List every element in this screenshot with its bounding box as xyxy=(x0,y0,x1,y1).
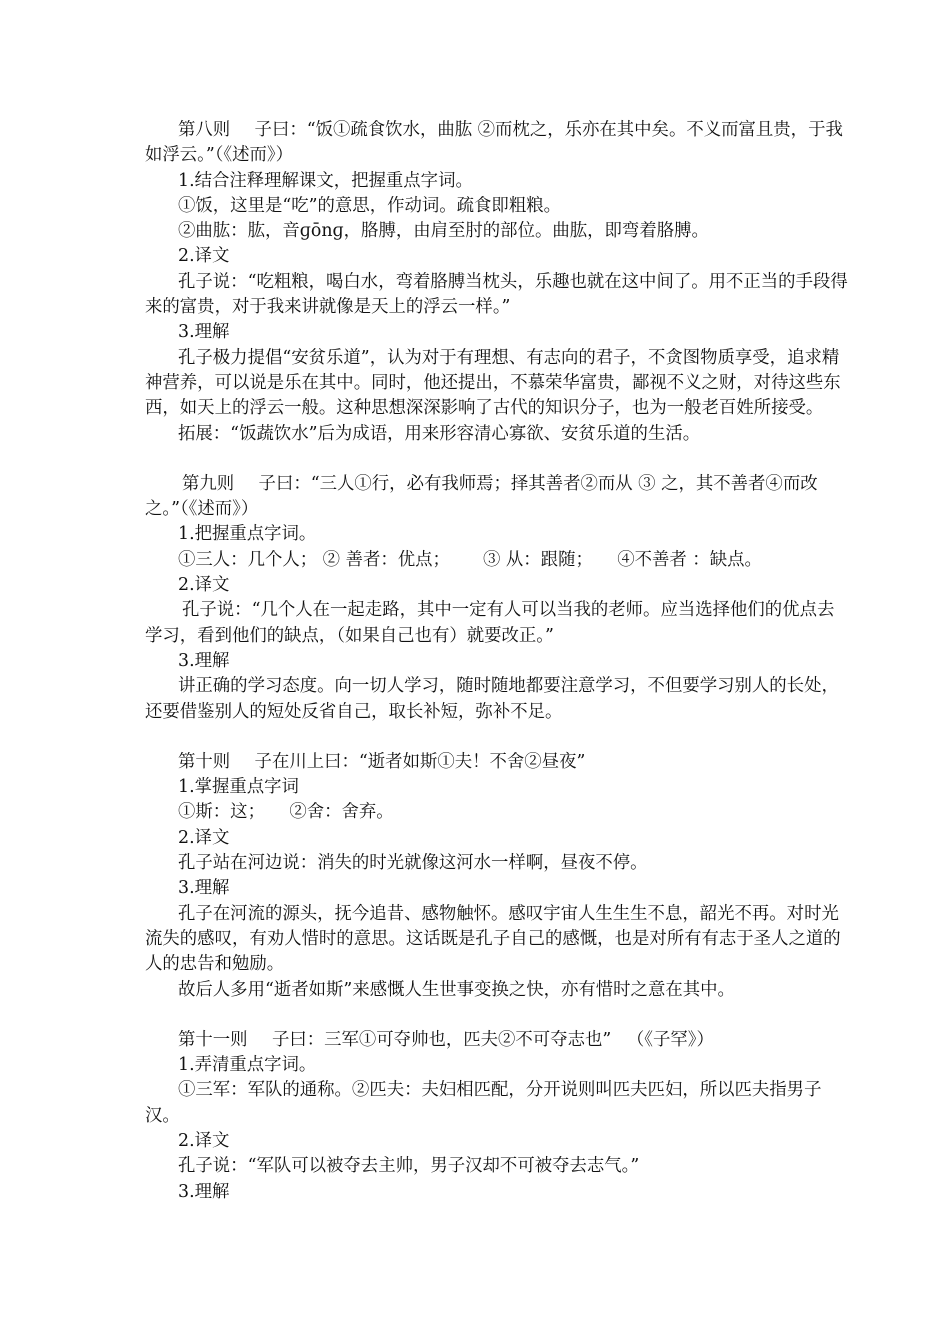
section-8-understanding: 孔子极力提倡“安贫乐道”，认为对于有理想、有志向的君子，不贪图物质享受，追求精神营养，可以说是乐在其中。同时，他还提出，不慕荣华富贵，鄙视不义之财，对待这些东西，如天上的浮云一般。这种思想深深影响了古代的知识分子，也为一般老百姓所接受。 xyxy=(145,347,841,419)
section-10-heading xyxy=(145,750,851,775)
section-8 xyxy=(145,118,851,447)
section-11-number: 第十一则 xyxy=(178,1029,248,1050)
section-9-word-3: ③ 从：跟随； xyxy=(482,549,593,570)
section-8-word-1: ①饭，这里是“吃”的意思，作动词。疏食即粗粮。 xyxy=(178,195,561,216)
section-11-sub-1: 1.弄清重点字词。 xyxy=(178,1055,317,1076)
section-9-translation: 孔子说：“几个人在一起走路，其中一定有人可以当我的老师。应当选择他们的优点去学习，看到他们的缺点，（如果自己也有）就要改正。” xyxy=(145,600,835,646)
section-8-translation: 孔子说：“吃粗粮，喝白水，弯着胳膊当枕头，乐趣也就在这中间了。用不正当的手段得来的富贵，对于我来讲就像是天上的浮云一样。” xyxy=(145,271,848,318)
section-9-sub-2: 2.译文 xyxy=(178,575,230,596)
section-8-sub-2: 2.译文 xyxy=(178,246,230,267)
section-11 xyxy=(145,1028,851,1205)
section-8-sub-3: 3.理解 xyxy=(178,322,230,343)
section-8-number: 第八则 xyxy=(178,120,231,140)
section-10-sub-1: 1.掌握重点字词 xyxy=(178,777,299,798)
section-9-understanding: 讲正确的学习态度。向一切人学习，随时随地都要注意学习，不但要学习别人的长处，还要借鉴别人的短处反省自己，取长补短，弥补不足。 xyxy=(145,676,839,722)
section-8-heading xyxy=(145,118,851,169)
document-page xyxy=(145,118,851,1205)
section-8-extension: 拓展：“饭蔬饮水”后为成语，用来形容清心寡欲、安贫乐道的生活。 xyxy=(178,423,701,444)
section-11-sub-3: 3.理解 xyxy=(178,1181,230,1202)
section-8-sub-1: 1.结合注释理解课文，把握重点字词。 xyxy=(178,170,473,191)
section-10-conclusion: 故后人多用“逝者如斯”来感慨人生世事变换之快，亦有惜时之意在其中。 xyxy=(178,979,735,1000)
section-9-heading xyxy=(145,472,851,523)
section-11-translation: 孔子说：“军队可以被夺去主帅，男子汉却不可被夺去志气。” xyxy=(178,1156,640,1177)
section-10-translation: 孔子站在河边说：消失的时光就像这河水一样啊，昼夜不停。 xyxy=(178,853,648,874)
section-10-sub-2: 2.译文 xyxy=(178,827,230,848)
section-10-quote: 子在川上曰：“逝者如斯①夫！不舍②昼夜” xyxy=(254,751,586,772)
section-8-quote: 子曰：“饭①疏食饮水，曲肱 ②而枕之，乐亦在其中矣。不义而富且贵，于我如浮云。”（《述而》） xyxy=(145,120,843,166)
section-10-words xyxy=(145,800,851,825)
section-9-number: 第九则 xyxy=(182,473,235,494)
section-10 xyxy=(145,750,851,1003)
section-9-sub-3: 3.理解 xyxy=(178,650,230,671)
section-9-sub-1: 1.把握重点字词。 xyxy=(178,524,317,545)
section-9-quote: 子曰：“三人①行，必有我师焉；择其善者②而从 ③ 之，其不善者④而改之。”（《述而》） xyxy=(145,473,818,520)
section-10-word-1: ①斯：这； xyxy=(178,802,265,823)
section-11-sub-2: 2.译文 xyxy=(178,1130,230,1151)
section-11-quote: 子曰：三军①可夺帅也，匹夫②不可夺志也” xyxy=(271,1029,612,1050)
section-9-word-1: ①三人：几个人； xyxy=(178,549,318,570)
section-10-number: 第十则 xyxy=(178,751,231,772)
section-11-heading xyxy=(145,1028,851,1053)
section-9-word-2: ② 善者：优点； xyxy=(322,549,450,570)
section-11-source: （《子罕》） xyxy=(635,1029,714,1050)
section-10-word-2: ②舍：舍弃。 xyxy=(289,802,394,823)
section-10-understanding: 孔子在河流的源头，抚今追昔、感物触怀。感叹宇宙人生生生不息，韶光不再。对时光流失的感叹，有劝人惜时的意思。这话既是孔子自己的感慨，也是对所有有志于圣人之道的人的忠告和勉励。 xyxy=(145,903,841,975)
section-9-words xyxy=(145,548,851,573)
section-8-word-2: ②曲肱：肱，音ɡōnɡ，胳膊，由肩至肘的部位。曲肱，即弯着胳膊。 xyxy=(178,221,709,242)
section-10-sub-3: 3.理解 xyxy=(178,878,230,899)
section-9 xyxy=(145,472,851,725)
section-11-words: ①三军：军队的通称。②匹夫：夫妇相匹配，分开说则叫匹夫匹妇，所以匹夫指男子汉。 xyxy=(145,1080,822,1126)
section-9-word-4: ④不善者 ：缺点。 xyxy=(617,549,762,570)
